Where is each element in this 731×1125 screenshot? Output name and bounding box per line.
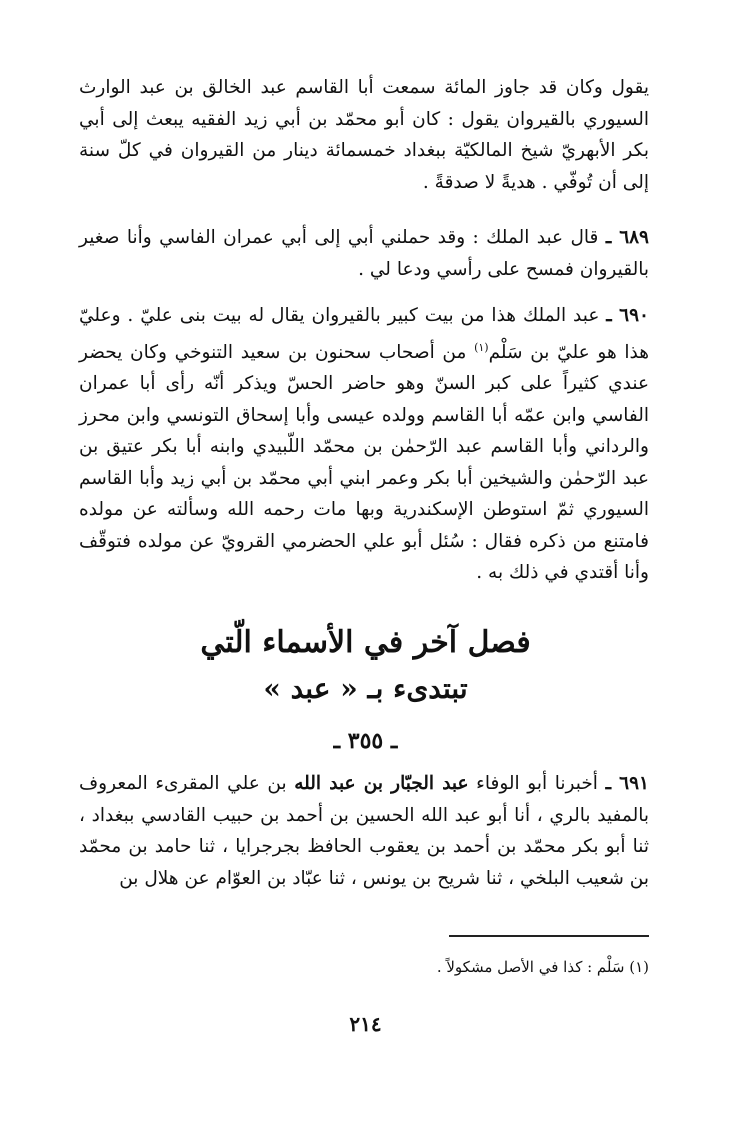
paragraph-691 xyxy=(79,768,649,894)
paragraph-number: ٦٨٩ ـ xyxy=(605,227,649,248)
paragraph-text: قال عبد الملك : وقد حملني أبي إلى أبي عمران الفاسي وأنا صغير بالقيروان فمسح على رأسي ودعا لي . xyxy=(79,227,649,280)
narrator-name: عبد الجبّار بن عبد الله xyxy=(294,773,469,794)
paragraph-text: بن علي المقرىء المعروف بالمفيد بالري ، أنا أبو عبد الله الحسين بن أحمد بن حبيب القادسي ببغداد ، ثنا أبو بكر محمّد بن أحمد بن يعقوب الحافظ بجرجرايا ، ثنا حامد بن محمّد بن شعيب البلخي ، ثنا شريح بن يونس ، ثنا عبّاد بن العوّام عن هلال بن xyxy=(79,773,649,889)
paragraph-text: عبد الملك هذا من بيت كبير بالقيروان يقال له بيت بنى عليّ . وعليّ هذا هو عليّ بن سَلْم xyxy=(79,305,649,363)
paragraph-number: ٦٩١ ـ xyxy=(605,773,649,794)
paragraph-690 xyxy=(79,300,649,589)
paragraph-continuation xyxy=(79,72,649,198)
footnote-divider xyxy=(449,935,649,937)
footnote-reference: (١) xyxy=(474,340,489,354)
section-number: ـ ٣٥٥ ـ xyxy=(333,728,398,754)
paragraph-text: من أصحاب سحنون بن سعيد التنوخي وكان يحضر عندي كثيراً على كبر السنّ وهو حاضر الحسّ ويذكر أنّه رأى أبا عمران الفاسي وابن عمّه أبا القاسم وولده عيسى وأبا إسحاق التونسي وابن محرز والرداني وأبا القاسم عبد الرّحمٰن بن محمّد اللّبيدي وابنه أبا بكر عتيق بن عبد الرّحمٰن والشيخين أبا بكر وعمر ابني أبي محمّد بن أبي زيد وأبا القاسم السيوري ثمّ استوطن الإسكندرية وبها مات رحمه الله وسألته عن مولده فامتنع من ذكره فقال : سُئل أبو علي الحضرمي القرويّ عن مولده فتوقّف وأنا أقتدي في ذلك به . xyxy=(79,341,649,584)
page-number: ٢١٤ xyxy=(349,1012,382,1036)
section-title: فصل آخر في الأسماء الّتي xyxy=(200,625,531,660)
paragraph-text: أخبرنا أبو الوفاء xyxy=(476,773,598,794)
paragraph-689 xyxy=(79,222,649,285)
footnote: (١) سَلْم : كذا في الأصل مشكولاً . xyxy=(436,958,649,976)
section-subtitle: تبتدىء بـ « عبد » xyxy=(263,672,468,705)
paragraph-text: يقول وكان قد جاوز المائة سمعت أبا القاسم عبد الخالق بن عبد الوارث السيوري بالقيروان يقول : كان أبو محمّد بن أبي زيد الفقيه يبعث إلى أبي بكر الأبهريّ شيخ المالكيّة ببغداد خمسمائة دينار من القيروان في كلّ سنة إلى أن تُوفّي . هديةً لا صدقةً . xyxy=(79,77,649,193)
paragraph-number: ٦٩٠ ـ xyxy=(606,305,649,326)
